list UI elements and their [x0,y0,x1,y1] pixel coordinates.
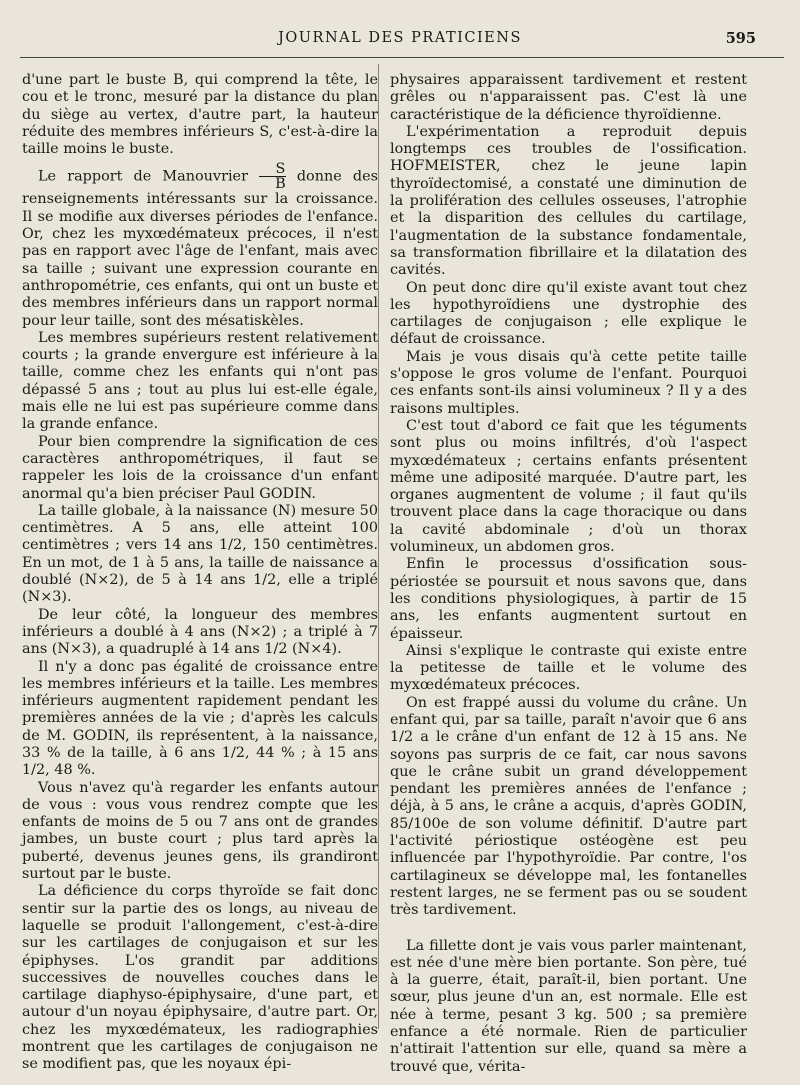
paragraph: Il n'y a donc pas égalité de croissance entre les membres inférieurs et la taille. Les membres inférieurs augmentent rapidement pendant les premières années de la vie ; d'après les calculs de M. GODIN, ils représentent, à la naissance, 33 % de la taille, à 6 ans 1/2, 44 % ; à 15 ans 1/2, 48 %. [22,658,378,779]
fraction-s-over-b [259,162,286,191]
running-title: JOURNAL DES PRATICIENS [278,30,522,46]
paragraph: C'est tout d'abord ce fait que les téguments sont plus ou moins infiltrés, d'où l'aspect myxœdémateux ; certains enfants présentent même une adiposité marquée. D'autre part, les organes augmentent de volume ; il faut qu'ils trouvent place dans la cage thoracique ou dans la cavité abdominale ; d'où un thorax volumineux, un abdomen gros. [390,417,747,556]
paragraph: De leur côté, la longueur des membres inférieurs a doublé à 4 ans (N×2) ; a triplé à 7 ans (N×3), a quadruplé à 14 ans 1/2 (N×4). [22,606,378,658]
paragraph: physaires apparaissent tardivement et restent grêles ou n'apparaissent pas. C'est là une caractéristique de la déficience thyroïdienne. [390,72,747,123]
paragraph: On peut donc dire qu'il existe avant tout chez les hypothyroïdiens une dystrophie des cartilages de conjugaison ; elle explique le défaut de croissance. [390,279,747,348]
paragraph: On est frappé aussi du volume du crâne. Un enfant qui, par sa taille, paraît n'avoir que 6 ans 1/2 a le crâne d'un enfant de 12 à 15 ans. Ne soyons pas surpris de ce fait, car nous savons que le crâne subit un grand développement pendant les premières années de l'enfance ; déjà, à 5 ans, le crâne a acquis, d'après GODIN, 85/100e de son volume définitif. D'autre part l'activité périostique ostéogène est peu influencée par l'hypothyroïdie. Par contre, l'os cartilagineux se développe mal, les fontanelles restent larges, ne se ferment pas ou se soudent très tardivement. [390,694,747,919]
paragraph: Ainsi s'explique le contraste qui existe entre la petitesse de taille et le volume des myxœdémateux précoces. [390,642,747,694]
paragraph: Enfin le processus d'ossification sous-périostée se poursuit et nous savons que, dans les conditions physiologiques, à partir de 15 ans, les enfants augmentent surtout en épaisseur. [390,556,747,642]
page-header [20,30,780,50]
section-gap [390,920,747,938]
paragraph: La fillette dont je vais vous parler maintenant, est née d'une mère bien portante. Son père, tué à la guerre, était, paraît-il, bien portant. Une sœur, plus jeune d'un an, est normale. Elle est née à terme, pesant 3 kg. 500 ; sa première enfance a été normale. Rien de particulier n'attirait l'attention sur elle, quand sa mère a trouvé que, vérita- [390,937,747,1075]
column-divider [378,64,379,1029]
header-rule [20,57,784,58]
paragraph: La taille globale, à la naissance (N) mesure 50 centimètres. A 5 ans, elle atteint 100 centimètres ; vers 14 ans 1/2, 150 centimètres. En un mot, de 1 à 5 ans, la taille de naissance a doublé (N×2), de 5 à 14 ans 1/2, elle a triplé (N×3). [22,502,378,606]
page-number: 595 [725,30,756,47]
paragraph: Les membres supérieurs restent relativement courts ; la grande envergure est inférieure à la taille, comme chez les enfants qui n'ont pas dépassé 5 ans ; tout au plus lui est-elle égale, mais elle ne lui est pas supérieure comme dans la grande enfance. [22,329,378,433]
right-column [390,72,747,1076]
paragraph-text: donne des renseignements intéressants sur la croissance. Il se modifie aux diverses périodes de l'enfance. Or, chez les myxœdémateux précoces, il n'est pas en rapport avec l'âge de l'enfant, mais avec sa taille ; suivant une expression courante en anthropométrie, ces enfants, qui ont un buste et des membres inférieurs dans un rapport normal pour leur taille, sont des mésatiskèles. [22,168,378,329]
paragraph-manouvrier [22,162,378,329]
paragraph: Mais je vous disais qu'à cette petite taille s'oppose le gros volume de l'enfant. Pourquoi ces enfants sont-ils ainsi volumineux ? Il y a des raisons multiples. [390,348,747,417]
paragraph: Pour bien comprendre la signification de ces caractères anthropométriques, il faut se rappeler les lois de la croissance d'un enfant anormal qu'a bien préciser Paul GODIN. [22,433,378,502]
paragraph: Vous n'avez qu'à regarder les enfants autour de vous : vous vous rendrez compte que les enfants de moins de 5 ou 7 ans ont de grandes jambes, un buste court ; plus tard après la puberté, devenus jeunes gens, ils grandiront surtout par le buste. [22,779,378,883]
fraction-numerator: S [259,162,286,177]
fraction-denominator: B [275,176,286,193]
paragraph: d'une part le buste B, qui comprend la tête, le cou et le tronc, mesuré par la distance du plan du siège au vertex, d'autre part, la hauteur réduite des membres inférieurs S, c'est-à-dire la taille moins le buste. [22,72,378,158]
paragraph: La déficience du corps thyroïde se fait donc sentir sur la partie des os longs, au niveau de laquelle se produit l'allongement, c'est-à-dire sur les cartilages de conjugaison et sur les épiphyses. L'os grandit par additions successives de nouvelles couches dans le cartilage diaphyso-épiphysaire, d'une part, et autour d'un noyau épiphysaire, d'autre part. Or, chez les myxœdémateux, les radiographies montrent que les cartilages de conjugaison ne se modifient pas, que les noyaux épi- [22,883,378,1073]
left-column [22,72,378,1074]
paragraph: L'expérimentation a reproduit depuis longtemps ces troubles de l'ossification. HOFMEISTER, chez le jeune lapin thyroïdectomisé, a constaté une diminution de la prolifération des cellules osseuses, l'atrophie et la disparition des cellules du cartilage, l'augmentation de la substance fondamentale, sa transformation fibrillaire et la dilatation des cavités. [390,123,747,279]
paragraph-text: Le rapport de Manouvrier [38,168,248,185]
